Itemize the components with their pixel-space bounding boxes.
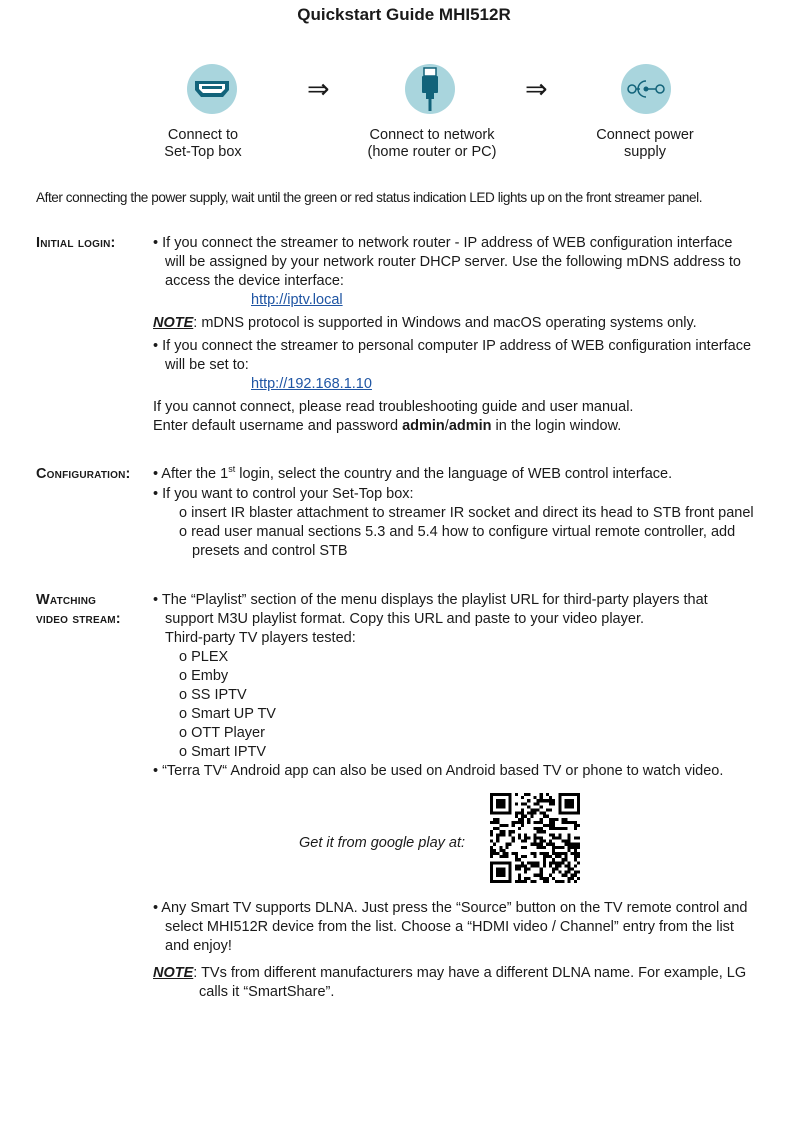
- login-bullet-1-line-2: will be assigned by your network router DHCP server. Use the following mDNS address to: [165, 254, 741, 270]
- config-bullet-1: • After the 1st login, select the country and the language of WEB control interface.: [153, 464, 673, 482]
- watch-bullet-1-line-3: Third-party TV players tested:: [165, 630, 356, 646]
- section-label-watching: Watching video stream:: [36, 592, 121, 627]
- config-sub-1: o insert IR blaster attachment to streamer IR socket and direct its head to STB front panel: [179, 505, 754, 521]
- player-item: o SS IPTV: [179, 687, 247, 703]
- watch-bullet-3-line-1: • Any Smart TV supports DLNA. Just press the “Source” button on the TV remote control and: [153, 900, 748, 916]
- step-1-label: Connect to Set-Top box: [164, 127, 242, 160]
- watch-bullet-1-line-2: support M3U playlist format. Copy this URL and paste to your video player.: [165, 611, 644, 627]
- login-bullet-1-line-1: • If you connect the streamer to network router - IP address of WEB configuration interface: [153, 235, 733, 251]
- player-item: o Smart IPTV: [179, 744, 267, 760]
- step-3-label: Connect power supply: [596, 127, 694, 160]
- login-bullet-1-line-3: access the device interface:: [165, 273, 344, 289]
- player-item: o OTT Player: [179, 725, 265, 741]
- qr-modules: [490, 793, 580, 883]
- ip-address-link[interactable]: http://192.168.1.10: [251, 376, 372, 392]
- config-sub-2-line-2: presets and control STB: [192, 543, 348, 559]
- watch-bullet-1-line-1: • The “Playlist” section of the menu displays the playlist URL for third-party players that: [153, 592, 708, 608]
- watch-bullet-2: • “Terra TV“ Android app can also be used on Android based TV or phone to watch video.: [153, 763, 724, 779]
- section-label-configuration: Configuration:: [36, 466, 131, 482]
- login-note: [153, 314, 697, 333]
- note-label: NOTE: [153, 315, 194, 331]
- config-sub-2-line-1: o read user manual sections 5.3 and 5.4 how to configure virtual remote controller, add: [179, 524, 736, 540]
- arrow-2: ⇒: [525, 74, 548, 104]
- login-help-text: If you cannot connect, please read troubleshooting guide and user manual.: [153, 399, 634, 415]
- player-item: o Smart UP TV: [179, 706, 276, 722]
- player-item: o PLEX: [179, 649, 229, 665]
- login-bullet-2-line-2: will be set to:: [165, 357, 249, 373]
- player-item: o Emby: [179, 668, 229, 684]
- hdmi-connector-icon: [187, 64, 237, 114]
- page-title: Quickstart Guide MHI512R: [297, 5, 511, 24]
- default-password: admin: [448, 418, 492, 434]
- mdns-link[interactable]: http://iptv.local: [251, 292, 343, 308]
- arrow-1: ⇒: [307, 74, 330, 104]
- dlna-note-line-1: NOTE: TVs from different manufacturers may have a different DLNA name. For example, LG: [153, 965, 747, 981]
- google-play-qr-code[interactable]: [490, 793, 580, 883]
- note-label: NOTE: [153, 965, 194, 981]
- power-plug-icon: [621, 64, 671, 114]
- step-2-label: Connect to network (home router or PC): [367, 127, 497, 160]
- config-bullet-2: • If you want to control your Set-Top box:: [153, 486, 414, 502]
- login-bullet-2-line-1: • If you connect the streamer to personal computer IP address of WEB configuration interface: [153, 338, 752, 354]
- watch-bullet-3-line-3: and enjoy!: [165, 938, 232, 954]
- section-label-initial-login: Initial login:: [36, 235, 116, 251]
- intro-text: After connecting the power supply, wait until the green or red status indication LED lights up on the front streamer panel.: [36, 190, 703, 205]
- watch-bullet-3-line-2: select MHI512R device from the list. Choose a “HDMI video / Channel” entry from the list: [165, 919, 734, 935]
- dlna-note-line-2: calls it “SmartShare”.: [199, 984, 335, 1000]
- google-play-caption: Get it from google play at:: [299, 835, 466, 851]
- default-username: admin: [402, 418, 445, 434]
- login-credentials-text: Enter default username and password admin/admin in the login window.: [153, 418, 622, 434]
- network-cable-icon: [405, 64, 455, 114]
- note-text: : mDNS protocol is supported in Windows and macOS operating systems only.: [193, 315, 697, 331]
